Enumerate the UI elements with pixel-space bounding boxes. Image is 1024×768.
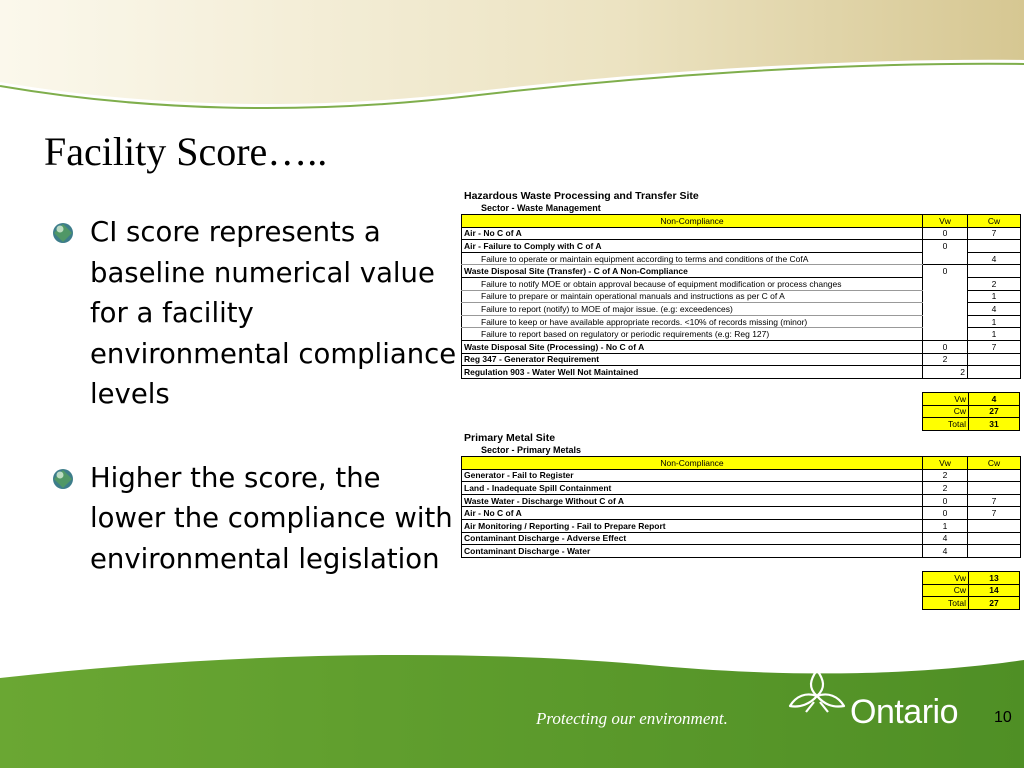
sphere-bullet-icon: [52, 468, 74, 490]
header-cell: Cw: [968, 457, 1021, 470]
summary-row: [923, 418, 1020, 431]
cw-cell: [968, 532, 1021, 545]
summary-value: 13: [969, 572, 1020, 585]
sphere-bullet-icon: [52, 222, 74, 244]
table-row: [462, 240, 1021, 253]
vw-cell: [923, 277, 968, 290]
table-row: [462, 494, 1021, 507]
table-row: [462, 303, 1021, 316]
compliance-table: [461, 456, 1021, 558]
table-row: [462, 353, 1021, 366]
cw-cell: [968, 353, 1021, 366]
row-label: Failure to prepare or maintain operational manuals and instructions as per C of A: [462, 290, 923, 303]
cw-cell: 7: [968, 227, 1021, 240]
hazardous-waste-table-block: [461, 190, 1021, 379]
row-label: Land - Inadequate Spill Containment: [462, 482, 923, 495]
vw-cell: 2: [923, 482, 968, 495]
row-label: Failure to keep or have available appropriate records. <10% of records missing (minor): [462, 315, 923, 328]
row-label: Reg 347 - Generator Requirement: [462, 353, 923, 366]
bullet-text: Higher the score, the lower the compliance with environmental legislation: [90, 461, 453, 575]
summary-label: Total: [923, 418, 969, 431]
cw-cell: [968, 482, 1021, 495]
table-row: [462, 507, 1021, 520]
table-row: [462, 315, 1021, 328]
table-row: [462, 482, 1021, 495]
compliance-table: [461, 214, 1021, 379]
vw-cell: [923, 328, 968, 341]
bullet-text: CI score represents a baseline numerical value for a facility environmental compliance levels: [90, 216, 457, 410]
table-header-row: [462, 457, 1021, 470]
table-row: [462, 545, 1021, 558]
footer-tagline: Protecting our environment.: [536, 709, 728, 728]
vw-cell: [923, 290, 968, 303]
table-title: Hazardous Waste Processing and Transfer Site: [464, 190, 699, 202]
row-label: Air - No C of A: [462, 507, 923, 520]
vw-cell: 2: [923, 469, 968, 482]
page-number: 10: [994, 709, 1012, 726]
header-cell: Non-Compliance: [462, 215, 923, 228]
summary-table: [922, 392, 1020, 431]
vw-cell: [923, 303, 968, 316]
table-row: [462, 519, 1021, 532]
bullet-item: [52, 458, 462, 580]
table-row: [462, 532, 1021, 545]
trillium-icon: [788, 666, 846, 724]
cw-cell: 1: [968, 328, 1021, 341]
table-sector: Sector - Primary Metals: [481, 445, 582, 455]
vw-cell: 0: [923, 494, 968, 507]
header-cell: Cw: [968, 215, 1021, 228]
table-row: [462, 227, 1021, 240]
cw-cell: [968, 469, 1021, 482]
summary-row: [923, 597, 1020, 610]
row-label: Air Monitoring / Reporting - Fail to Prepare Report: [462, 519, 923, 532]
cw-cell: 7: [968, 494, 1021, 507]
cw-cell: 7: [968, 507, 1021, 520]
vw-cell: 0: [923, 340, 968, 353]
vw-cell: [923, 315, 968, 328]
summary-value: 4: [969, 393, 1020, 406]
vw-cell: 2: [923, 366, 968, 379]
row-label: Waste Water - Discharge Without C of A: [462, 494, 923, 507]
summary-value: 14: [969, 584, 1020, 597]
vw-cell: [923, 252, 968, 265]
row-label: Air - Failure to Comply with C of A: [462, 240, 923, 253]
vw-cell: 0: [923, 265, 968, 278]
table-row: [462, 340, 1021, 353]
table-sector: Sector - Waste Management: [481, 203, 601, 213]
summary-label: Cw: [923, 405, 969, 418]
row-label: Failure to report based on regulatory or periodic requirements (e.g: Reg 127): [462, 328, 923, 341]
ontario-logo-text: Ontario: [850, 693, 958, 731]
top-wave-band: [0, 0, 1024, 104]
summary-label: Vw: [923, 393, 969, 406]
cw-cell: 1: [968, 290, 1021, 303]
bullet-item: [52, 212, 462, 415]
vw-cell: 1: [923, 519, 968, 532]
cw-cell: [968, 545, 1021, 558]
cw-cell: [968, 265, 1021, 278]
row-label: Generator - Fail to Register: [462, 469, 923, 482]
slide-title: Facility Score…..: [44, 129, 328, 174]
row-label: Regulation 903 - Water Well Not Maintained: [462, 366, 923, 379]
table-row: [462, 265, 1021, 278]
table-title: Primary Metal Site: [464, 432, 556, 444]
table-header-row: [462, 215, 1021, 228]
vw-cell: 0: [923, 227, 968, 240]
table-row: [462, 469, 1021, 482]
row-label: Contaminant Discharge - Water: [462, 545, 923, 558]
cw-cell: 4: [968, 303, 1021, 316]
summary-value: 31: [969, 418, 1020, 431]
summary-label: Vw: [923, 572, 969, 585]
cw-cell: 4: [968, 252, 1021, 265]
vw-cell: 4: [923, 532, 968, 545]
cw-cell: 1: [968, 315, 1021, 328]
header-cell: Vw: [923, 457, 968, 470]
table-row: [462, 366, 1021, 379]
header-cell: Vw: [923, 215, 968, 228]
table-row: [462, 252, 1021, 265]
row-label: Air - No C of A: [462, 227, 923, 240]
vw-cell: 4: [923, 545, 968, 558]
vw-cell: 0: [923, 240, 968, 253]
cw-cell: [968, 366, 1021, 379]
summary-value: 27: [969, 405, 1020, 418]
cw-cell: 2: [968, 277, 1021, 290]
summary-value: 27: [969, 597, 1020, 610]
table-row: [462, 290, 1021, 303]
cw-cell: 7: [968, 340, 1021, 353]
summary-row: [923, 572, 1020, 585]
summary-row: [923, 584, 1020, 597]
vw-cell: 2: [923, 353, 968, 366]
table-row: [462, 328, 1021, 341]
summary-label: Total: [923, 597, 969, 610]
row-label: Waste Disposal Site (Transfer) - C of A Non-Compliance: [462, 265, 923, 278]
summary-label: Cw: [923, 584, 969, 597]
summary-row: [923, 405, 1020, 418]
vw-cell: 0: [923, 507, 968, 520]
row-label: Failure to notify MOE or obtain approval because of equipment modification or process changes: [462, 277, 923, 290]
bullet-list: [52, 212, 462, 622]
summary-table: [922, 571, 1020, 610]
row-label: Contaminant Discharge - Adverse Effect: [462, 532, 923, 545]
cw-cell: [968, 519, 1021, 532]
table-row: [462, 277, 1021, 290]
summary-row: [923, 393, 1020, 406]
header-cell: Non-Compliance: [462, 457, 923, 470]
row-label: Failure to report (notify) to MOE of major issue. (e.g: exceedences): [462, 303, 923, 316]
row-label: Waste Disposal Site (Processing) - No C of A: [462, 340, 923, 353]
row-label: Failure to operate or maintain equipment according to terms and conditions of the CofA: [462, 252, 923, 265]
primary-metal-table-block: [461, 432, 1021, 558]
cw-cell: [968, 240, 1021, 253]
